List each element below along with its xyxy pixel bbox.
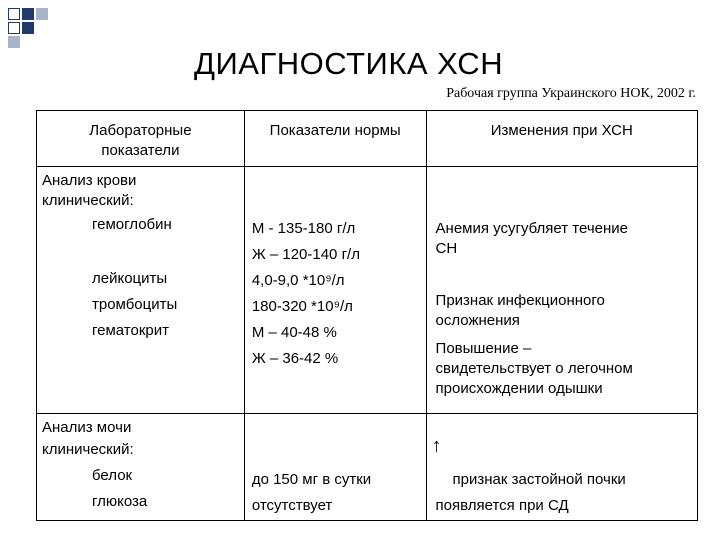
header-cell [244,111,426,167]
norm-value: Ж – 120-140 г/л [251,246,360,263]
platelets-label: тромбоциты [92,296,178,313]
decor-square [22,8,34,20]
page-title: ДИАГНОСТИКА ХСН [194,46,504,81]
norm-value: М - 135-180 г/л [251,220,356,237]
blood-norms-cell [244,167,426,414]
leukocytes-label: лейкоциты [92,270,168,287]
norm-value: 4,0-9,0 *10⁹/л [251,272,345,289]
hemoglobin-label: гемоглобин [92,216,172,233]
urine-indicators-cell [37,414,245,521]
urine-heading: Анализ мочи [42,419,132,436]
change-text: осложнения [435,312,520,329]
blood-changes-cell [426,167,697,414]
norm-value: до 150 мг в сутки [251,471,372,488]
change-text: происхождении одышки [435,380,603,397]
change-text: Признак инфекционного [435,292,605,309]
table-header-row [37,111,698,167]
norm-value: отсутствует [251,497,333,514]
header-lab: Лабораторные показатели [89,122,192,159]
diagnostics-table [36,110,698,521]
blood-heading: Анализ крови [42,172,137,189]
table-row-urine [37,414,698,521]
protein-label: белок [92,467,133,484]
decor-square [8,36,20,48]
change-text: появляется при СД [435,497,569,514]
page-subtitle: Рабочая группа Украинского НОК, 2002 г. [446,86,696,101]
header-cell [37,111,245,167]
header-cell [426,111,697,167]
change-text: Повышение – [435,340,532,357]
decor-square [8,22,20,34]
blood-heading: клинический: [42,192,134,209]
change-text: признак застойной почки [452,471,626,488]
urine-changes-cell [426,414,697,521]
hematocrit-label: гематокрит [92,322,170,339]
decor-square [36,8,48,20]
norm-value: 180-320 *10⁹/л [251,298,353,315]
arrow-up-icon: ↑ [431,435,442,457]
change-text: СН [435,240,458,257]
decor-square [8,8,20,20]
glucose-label: глюкоза [92,493,148,510]
norm-value: Ж – 36-42 % [251,350,339,367]
blood-indicators-cell [37,167,245,414]
change-text: Анемия усугубляет течение [435,220,628,237]
change-text: свидетельствует о легочном [435,360,633,377]
urine-norms-cell [244,414,426,521]
header-norms: Показатели нормы [269,122,401,139]
decor-square [22,22,34,34]
norm-value: М – 40-48 % [251,324,337,341]
urine-heading: клинический: [42,441,134,458]
table-row-blood [37,167,698,414]
header-changes: Изменения при ХСН [490,122,633,139]
